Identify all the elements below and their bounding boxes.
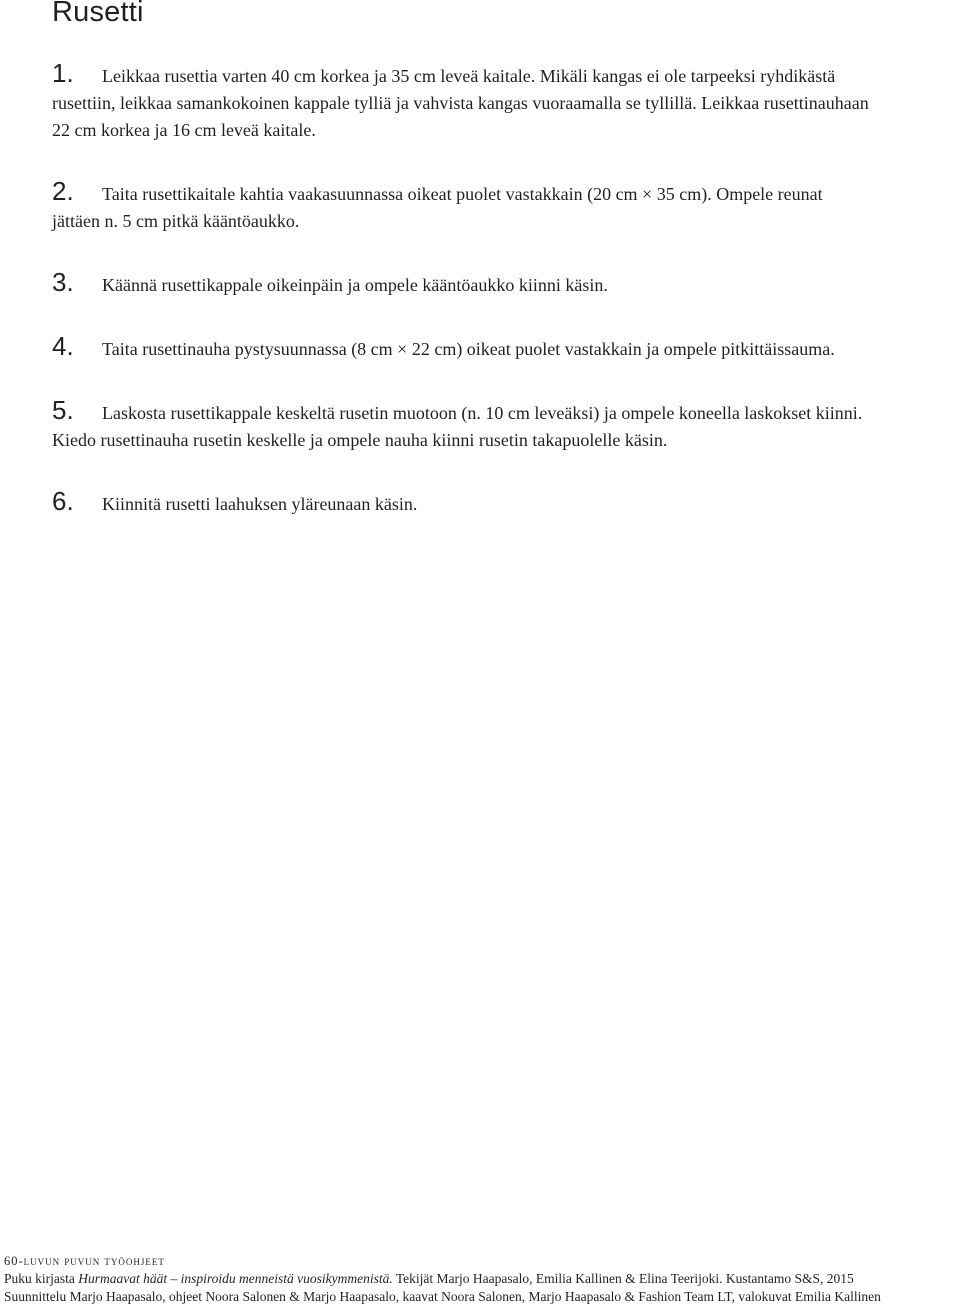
step-number: 5.: [52, 395, 74, 425]
step-number: 3.: [52, 267, 74, 297]
footer-book-title: Hurmaavat häät – inspiroidu menneistä vuosikymmenistä.: [78, 1271, 393, 1286]
step-text: Leikkaa rusettia varten 40 cm korkea ja 35 cm leveä kaitale. Mikäli kangas ei ole tarpeeksi ryhdikästä rusettiin, leikkaa samankokoinen kappale tylliä ja vahvista kangas vuoraamalla se tyllillä. Leikkaa rusettinauhaan 22 cm korkea ja 16 cm leveä kaitale.: [52, 66, 869, 140]
step-6: [52, 488, 872, 518]
instruction-steps: [52, 60, 872, 552]
step-number: 2.: [52, 176, 74, 206]
step-number: 1.: [52, 58, 74, 88]
step-4: [52, 333, 872, 363]
step-text: Käännä rusettikappale oikeinpäin ja ompele kääntöaukko kiinni käsin.: [102, 275, 608, 295]
footer-credits-line-1: [4, 1270, 960, 1288]
step-number: 6.: [52, 486, 74, 516]
step-1: [52, 60, 872, 144]
step-text: Taita rusettinauha pystysuunnassa (8 cm × 22 cm) oikeat puolet vastakkain ja ompele pitkittäissauma.: [102, 339, 835, 359]
step-2: [52, 178, 872, 235]
footer-authors: Tekijät Marjo Haapasalo, Emilia Kallinen & Elina Teerijoki. Kustantamo S&S, 2015: [392, 1271, 854, 1286]
step-text: Taita rusettikaitale kahtia vaakasuunnassa oikeat puolet vastakkain (20 cm × 35 cm). Ompele reunat jättäen n. 5 cm pitkä kääntöaukko.: [52, 184, 823, 231]
footer-credits-line-2: Suunnittelu Marjo Haapasalo, ohjeet Noora Salonen & Marjo Haapasalo, kaavat Noora Salonen, Marjo Haapasalo & Fashion Team LT, valokuvat Emilia Kallinen: [4, 1289, 881, 1304]
footer-prefix: Puku kirjasta: [4, 1271, 79, 1286]
step-text: Kiinnitä rusetti laahuksen yläreunaan käsin.: [102, 494, 418, 514]
footer-series-title: 60-luvun puvun työohjeet: [4, 1254, 165, 1268]
step-number: 4.: [52, 331, 74, 361]
page-footer: [4, 1252, 960, 1306]
step-3: [52, 269, 872, 299]
step-text: Laskosta rusettikappale keskeltä rusetin muotoon (n. 10 cm leveäksi) ja ompele koneella laskokset kiinni. Kiedo rusettinauha rusetin keskelle ja ompele nauha kiinni rusetin takapuolelle käsin.: [52, 403, 863, 450]
page-title: Rusetti: [52, 0, 144, 28]
step-5: [52, 397, 872, 454]
